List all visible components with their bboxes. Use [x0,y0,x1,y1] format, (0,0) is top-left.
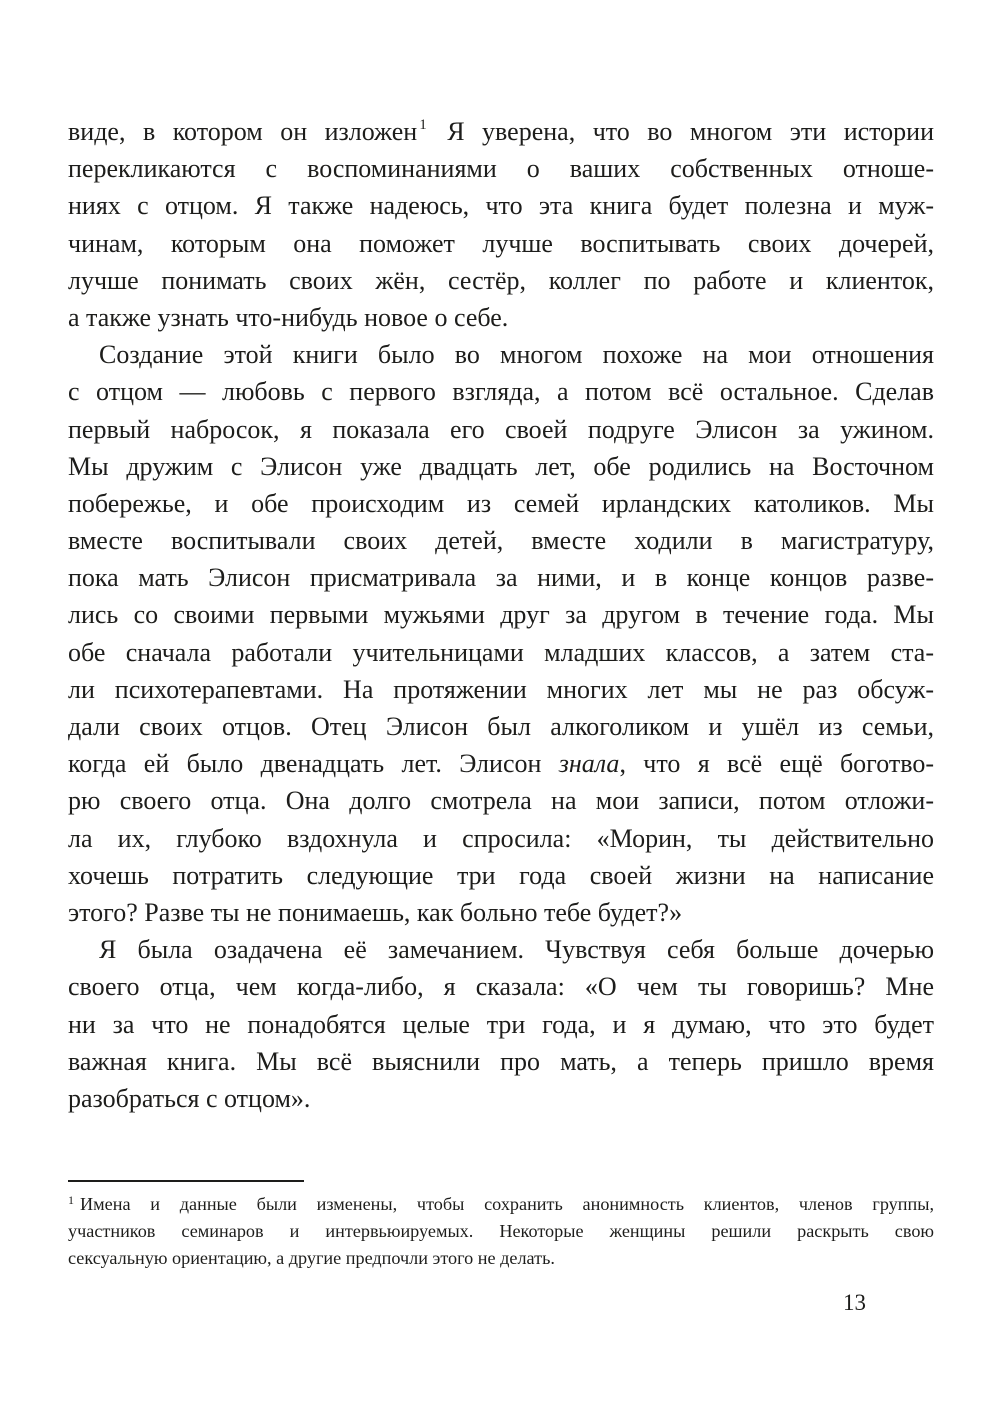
footnote-text: Имена и данные были изменены, чтобы сохранить анонимность клиентов, членов группы, [80,1194,934,1214]
text-line: обе сначала работали учительницами младших классов, а затем ста- [68,637,934,667]
text-line: с отцом — любовь с первого взгляда, а потом всё остальное. Сделав [68,377,934,407]
text-line: рю своего отца. Она долго смотрела на мои записи, потом отложи- [68,786,934,816]
text-line: ла их, глубоко вздохнула и спросила: «Морин, ты действительно [68,823,934,853]
footnote-reference: 1 [419,117,427,133]
text-line: важная книга. Мы всё выяснили про мать, а теперь пришло время [68,1046,934,1076]
text-line: а также узнать что-нибудь новое о себе. [68,302,509,332]
emphasized-word: знала [558,749,620,779]
paragraph-first-line: Я была озадачена её замечанием. Чувствуя себя больше дочерью [99,935,934,965]
footnote-line: участников семинаров и интервьюируемых. Некоторые женщины решили раскрыть свою [68,1221,934,1241]
text-line: вместе воспитывали своих детей, вместе ходили в магистратуру, [68,526,934,556]
text-line [68,745,934,782]
footnote [68,1191,934,1272]
text-line-before-footnote: виде, в котором он изложен [68,117,418,146]
text-line: разобраться с отцом». [68,1083,311,1113]
main-text [68,113,934,1117]
text-line: перекликаются с воспоминаниями о ваших собственных отноше- [68,154,934,184]
text-line: ли психотерапевтами. На протяжении многих лет мы не раз обсуж- [68,674,934,704]
text-line: пока мать Элисон присматривала за ними, и в конце концов разве- [68,563,934,593]
text-line [68,113,934,150]
text-line: лись со своими первыми мужьями друг за другом в течение года. Мы [68,600,934,630]
footnote-divider [68,1180,304,1182]
text-line-before-emphasis: когда ей было двенадцать лет. Элисон [68,749,559,779]
paragraph-first-line: Создание этой книги было во многом похоже на мои отношения [99,340,934,370]
text-line: побережье, и обе происходим из семей ирландских католиков. Мы [68,488,934,518]
text-line: Мы дружим с Элисон уже двадцать лет, обе родились на Восточном [68,451,934,481]
footnote-marker: 1 [68,1193,74,1207]
text-line: этого? Разве ты не понимаешь, как больно тебе будет?» [68,897,683,927]
footnote-line: сексуальную ориентацию, а другие предпочли этого не делать. [68,1248,555,1268]
text-line-after-emphasis: , что я всё ещё боготво- [619,749,934,779]
page-number: 13 [843,1290,866,1315]
text-line-after-footnote: Я уверена, что во многом эти истории [429,117,934,146]
text-line: ниях с отцом. Я также надеюсь, что эта книга будет полезна и муж- [68,191,934,221]
text-line: своего отца, чем когда-либо, я сказала: «О чем ты говоришь? Мне [68,972,934,1002]
text-line: первый набросок, я показала его своей подруге Элисон за ужином. [68,414,934,444]
footnote-line [68,1191,934,1218]
text-line: ни за что не понадобятся целые три года, и я думаю, что это будет [68,1009,934,1039]
text-line: чинам, которым она поможет лучше воспитывать своих дочерей, [68,228,934,258]
text-line: дали своих отцов. Отец Элисон был алкоголиком и ушёл из семьи, [68,712,934,741]
text-line: хочешь потратить следующие три года своей жизни на написание [68,860,934,890]
text-line: лучше понимать своих жён, сестёр, коллег по работе и клиенток, [68,265,934,295]
